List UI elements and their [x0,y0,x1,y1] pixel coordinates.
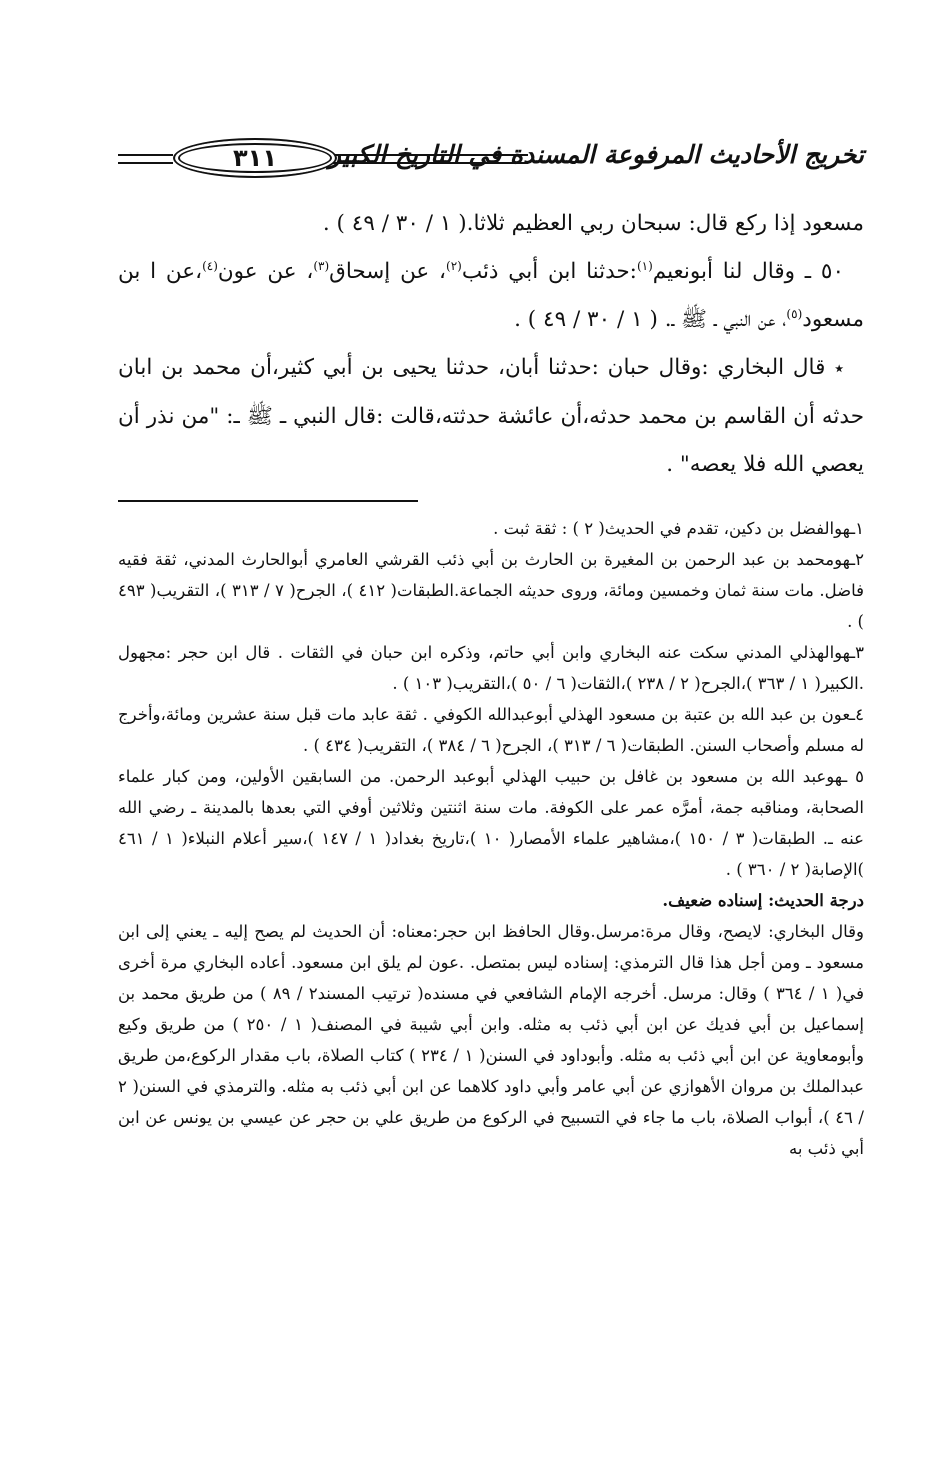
footnote-3 [118,637,864,699]
footnote-text: هوالهذلي المدني سكت عنه البخاري وابن أبي حاتم، وذكره ابن حبان في الثقات . قال ابن حجر :مجهول .الكبير( ١ / ٣٦٣ )،الجرح( ٢ / ٢٣٨ )،الثقات( ٦ / ٥٠ )،التقريب( ١٠٣ ) . [118,643,864,693]
footnote-ref-5: (٥) [786,306,803,321]
footnote-number: ٢ـ [850,550,864,569]
footnote-1 [118,513,864,544]
star-paragraph-text: قال البخاري :وقال حبان :حدثنا أبان، حدثنا يحيى بن أبي كثير،أن محمد بن ابان حدثه أن القاسم بن محمد حدثه،أن عائشة حدثته،قالت :قال النبي ـ ﷺ ـ: "من نذر أن يعصي الله فلا يعصه" . [118,355,864,477]
page-number: ٣١١ [233,144,277,172]
hadith-grade-text: وقال البخاري: لايصح، وقال مرة:مرسل.وقال الحافظ ابن حجر:معناه: أن الحديث لم يصح إليه ـ يعني إلى ابن مسعود ـ ومن أجل هذا قال الترمذي: إسناده ليس بمتصل. .عون لم يلق ابن مسعود. أعاده البخاري مرة أخرى في( ١ / ٣٦٤ ) وقال: مرسل. أخرجه الإمام الشافعي في مسنده( ترتيب المسند٢ / ٨٩ ) من طريق محمد بن إسماعيل بن أبي فديك عن ابن أبي ذئب به مثله. وابن أبي شيبة في المصنف( ١ / ٢٥٠ ) من طريق وكيع وأبومعاوية عن ابن أبي ذئب به مثله. وأبوداود في السنن( ١ / ٢٣٤ ) كتاب الصلاة، باب مقدار الركوع،من طريق عبدالملك بن مروان الأهوازي عن أبي عامر وأبي داود كلاهما عن ابن أبي ذئب به مثله. والترمذي في السنن( ٢ / ٤٦ )، أبواب الصلاة، باب ما جاء في التسبيح في الركوع من طريق علي بن حجر عن عيسي بن يونس عن ابن أبي ذئب به [118,922,864,1158]
footnote-text: عون بن عبد الله بن عتبة بن مسعود الهذلي أبوعبدالله الكوفي . ثقة عابد مات قبل سنة عشرين ومائة،وأخرج له مسلم وأصحاب السنن. الطبقات( ٦ / ٣١٣ )، الجرح( ٦ / ٣٨٤ )، التقريب( ٤٣٤ ) . [118,705,864,755]
footnote-ref-2: (٢) [446,258,462,273]
footnote-text: هومحمد بن عبد الرحمن بن المغيرة بن الحارث بن أبي ذئب القرشي العامري أبوالحارث المدني، ثقة فقيه فاضل. مات سنة ثمان وخمسين ومائة، وروى حديثه الجماعة.الطبقات( ٤١٢ )، الجرح( ٧ / ٣١٣ )، التقريب( ٤٩٣ ) . [118,550,864,631]
star-paragraph [118,344,864,489]
hadith-50-part: ٥٠ ـ وقال لنا أبونعيم [652,259,844,284]
hadith-50 [118,248,864,344]
footnote-text: هوعبد الله بن مسعود بن غافل بن حبيب الهذلي أبوعبد الرحمن. من السابقين الأولين، ومن كبار علماء الصحابة، ومناقبه جمة، أمرَّه عمر على الكوفة. مات سنة اثنتين وثلاثين أوفي التي بعدها بالمدينة ـ رضي الله عنه ـ. الطبقات( ٣ / ١٥٠ )،مشاهير علماء الأمصار( ١٠ )،تاريخ بغداد( ١ / ١٤٧ )،سير أعلام النبلاء( ١ / ٤٦١ )الإصابة( ٢ / ٣٦٠ ) . [118,767,864,879]
footnotes [118,513,864,1164]
footnote-number: ٤ـ [850,705,864,724]
footnote-5 [118,761,864,885]
footnote-ref-4: (٤) [202,258,218,273]
hadith-50-part: ، عن إسحاق [329,259,446,284]
book-page [118,0,864,1482]
book-title: تخريج الأحاديث المرفوعة المسندة في التاريخ الكبير [328,140,864,169]
page-number-badge [173,138,337,178]
header-rule-left [118,154,173,164]
footnote-number: ٣ـ [850,643,864,662]
hadith-50-part: :حدثنا ابن أبي ذئب [461,259,637,284]
footnote-divider [118,500,418,502]
hadith-50-part: ،عن ا بن مسعود [118,259,864,332]
footnote-ref-1: (١) [636,258,653,273]
footnote-4 [118,699,864,761]
star-icon: ٭ [834,358,844,379]
footnote-2 [118,544,864,637]
hadith-50-part: ، عن عون [217,259,314,284]
hadith-grade-title: درجة الحديث: إسناده ضعيف. [662,891,864,910]
header-rule-middle [333,154,528,164]
footnote-text: هوالفضل بن دكين، تقدم في الحديث( ٢ ) : ثقة ثبت . [493,519,851,538]
footnote-ref-3: (٣) [313,258,330,273]
main-text [118,200,864,489]
footnote-number: ٥ ـ [842,767,864,786]
footnote-number: ١ـ [850,519,864,538]
running-header [118,138,864,184]
main-line-1: مسعود إذا ركع قال: سبحان ربي العظيم ثلاثا.( ١ / ٣٠ / ٤٩ ) . [322,211,864,236]
hadith-50-part: ، عن النبي ـ ﷺ ـ. ( ١ / ٣٠ / ٤٩ ) . [514,307,787,332]
